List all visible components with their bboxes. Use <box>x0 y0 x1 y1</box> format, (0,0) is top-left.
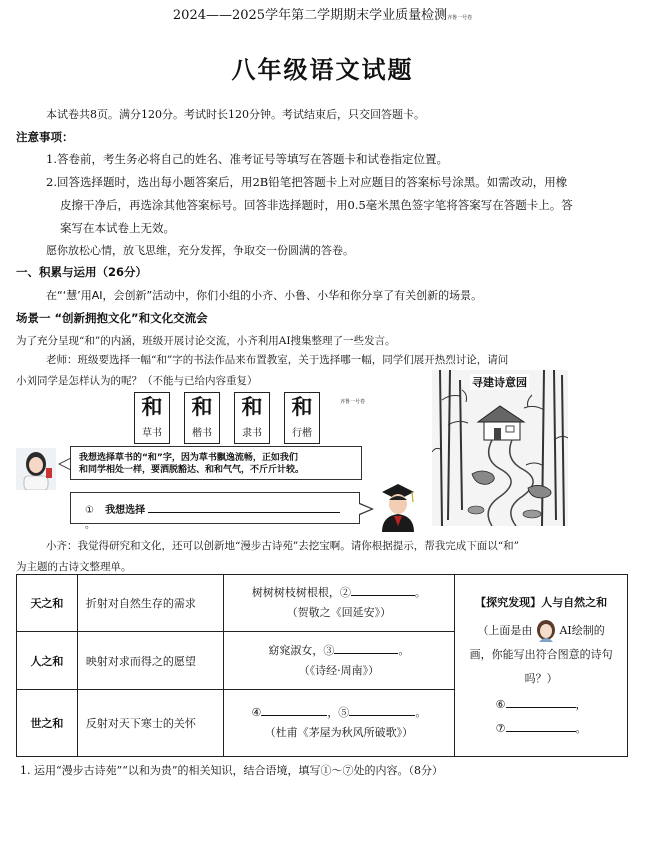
row-poem-cell: 窈窕淑女，③ 。 （《诗经·周南》） <box>223 632 455 690</box>
row-label: 人之和 <box>17 632 78 690</box>
wish-text: 愿你放松心情，放飞思维，充分发挥，争取交一份圆满的答卷。 <box>46 244 354 257</box>
row-poem: 窈窕淑女，③ <box>268 643 335 657</box>
header-mark: 齐鲁一号卷 <box>447 15 473 21</box>
notice-heading: 注意事项： <box>16 130 74 144</box>
example-speech-bubble <box>70 446 362 480</box>
calligraphy-style: 行楷 <box>292 428 312 439</box>
calligraphy-char: 和 <box>191 394 213 419</box>
teacher-question-line2: 小刘同学是怎样认为的呢？（不能与已给内容重复） <box>16 375 258 387</box>
speech-tail-inner <box>60 459 70 469</box>
notice-item-2-line1: 2.回答选择题时，选出每小题答案后，用2B铅笔把答题卡上对应题目的答案标号涂黑。如需改动，用橡 <box>46 175 568 189</box>
notice-item-2-line2: 皮擦干净后，再选涂其他答案标号。回答非选择题时，用0.5毫米黑色签字笔将答案写在答题卡上。答 <box>60 198 573 212</box>
ai-avatar-icon <box>536 620 556 642</box>
notice-item-2-line3: 案写在本试卷上无效。 <box>60 221 175 235</box>
teacher-question-line1: 老师：班级要选择一幅“和”字的书法作品来布置教室，关于选择哪一幅，同学们展开热烈讨论，请问 <box>46 354 509 366</box>
explore-cell: 【探究发现】人与自然之和 （上面是由 AI绘制的 画，你能写出符合图意的诗句 吗？） ⑥ ， ⑦ 。 <box>455 575 628 757</box>
explore-heading: 【探究发现】人与自然之和 <box>475 595 608 609</box>
exam-header-text: 2024——2025学年第二学期期末学业质量检测 <box>172 8 448 23</box>
explore-line2: 画，你能写出符合图意的诗句 <box>469 647 613 661</box>
answer-blank-2[interactable] <box>351 584 415 596</box>
graduate-avatar <box>378 480 418 532</box>
xiaoqi-line2: 为主题的古诗文整理单。 <box>16 561 132 573</box>
notice-item-1: 1.答卷前，考生务必将自己的姓名、准考证号等填写在答题卡和试卷指定位置。 <box>46 152 448 166</box>
student-avatar <box>16 448 56 490</box>
answer-blank-4[interactable] <box>261 704 327 716</box>
row-label: 世之和 <box>17 690 78 757</box>
calligraphy-card <box>184 392 220 444</box>
calligraphy-samples <box>134 392 330 444</box>
page-title: 八年级语文试题 <box>231 55 414 84</box>
row-source: （贺敬之《回延安》） <box>286 606 392 619</box>
section-context: 在“‘慧’用AI，会创新”活动中，你们小组的小齐、小鲁、小华和你分享了有关创新的场景。 <box>46 289 483 302</box>
table-row <box>17 575 628 632</box>
exam-header <box>0 4 645 23</box>
calligraphy-style: 草书 <box>142 428 162 439</box>
question-1: 1. 运用“漫步古诗苑”“以和为贵”的相关知识，结合语境，填写①～⑦处的内容。（8分） <box>20 764 443 777</box>
intro-text: 本试卷共8页。满分120分。考试时长120分钟。考试结束后，只交回答题卡。 <box>46 108 425 121</box>
answer-tail-inner <box>359 504 371 514</box>
row-source: （《诗经·周南》） <box>298 663 380 677</box>
blank6-label: ⑥ <box>495 697 506 711</box>
speech-line-1: 我想选择草书的“和”字，因为草书飘逸流畅，正如我们 <box>79 453 298 463</box>
calligraphy-style: 隶书 <box>242 428 262 439</box>
calligraphy-char: 和 <box>141 394 163 419</box>
answer-blank-3[interactable] <box>334 642 398 654</box>
row-poem-cell: 树树树枝树根根，② 。 （贺敬之《回延安》） <box>223 575 455 632</box>
row-desc: 反射对天下寒士的关怀 <box>77 690 223 757</box>
illustration-title: 寻建诗意园 <box>472 376 527 389</box>
row-desc: 折射对自然生存的需求 <box>77 575 223 632</box>
explore-line1b: AI绘制的 <box>559 623 605 637</box>
scene-title: 场景一 “创新拥抱文化”和文化交流会 <box>16 311 208 325</box>
answer-blank-6[interactable] <box>506 696 576 708</box>
explore-line3: 吗？） <box>524 671 558 685</box>
row-poem-b: ，⑤ <box>327 706 350 719</box>
answer-prompt-box: ① 我想选择 。 <box>70 492 360 524</box>
section-heading: 一、积累与运用（26分） <box>16 265 148 279</box>
answer-number: ① <box>85 505 94 516</box>
watermark-mark: 齐鲁一号卷 <box>340 399 366 405</box>
explore-line1a: （上面是由 <box>477 623 533 637</box>
row-source: （杜甫《茅屋为秋风所破歌》） <box>264 726 414 739</box>
speech-line-2: 和同学相处一样，要洒脱豁达、和和气气，不斤斤计较。 <box>79 465 305 475</box>
answer-blank-7[interactable] <box>506 720 576 732</box>
scene-intro: 为了充分呈现“和”的内涵，班级开展讨论交流，小齐利用AI搜集整理了一些发言。 <box>16 335 396 347</box>
row-poem: 树树树枝树根根，② <box>251 586 351 599</box>
answer-blank-5[interactable] <box>349 704 415 716</box>
blank7-label: ⑦ <box>495 721 506 735</box>
row-desc: 映射对求而得之的愿望 <box>77 632 223 690</box>
calligraphy-char: 和 <box>241 394 263 419</box>
calligraphy-card <box>284 392 320 444</box>
row-label: 天之和 <box>17 575 78 632</box>
xiaoqi-line1: 小齐：我觉得研究和文化，还可以创新地“漫步古诗苑”去挖宝啊。请你根据提示，帮我完成下面以“和” <box>46 540 519 552</box>
row-poem-a: ④ <box>251 706 262 719</box>
answer-blank-1[interactable] <box>148 501 340 513</box>
calligraphy-char: 和 <box>291 394 313 419</box>
calligraphy-card <box>234 392 270 444</box>
poem-table <box>16 574 628 757</box>
landscape-illustration <box>432 370 568 526</box>
answer-lead-text: 我想选择 <box>105 505 146 516</box>
calligraphy-card <box>134 392 170 444</box>
calligraphy-style: 楷书 <box>192 428 212 439</box>
row-poem-cell: ④ ，⑤ 。 （杜甫《茅屋为秋风所破歌》） <box>223 690 455 757</box>
